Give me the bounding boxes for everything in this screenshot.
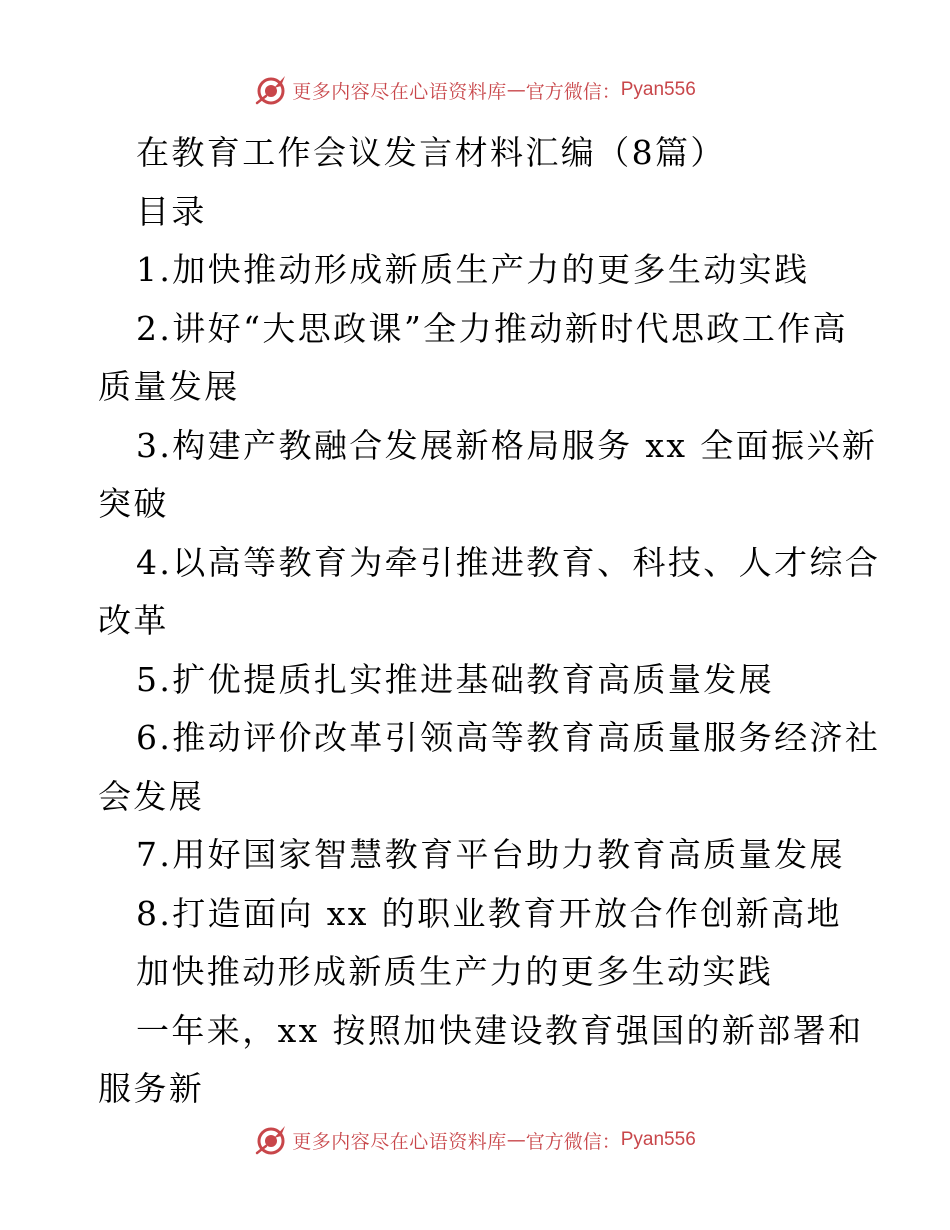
toc-item-text: 2.讲好“大思政课”全力推动新时代思政工作高 xyxy=(136,308,849,348)
body-line-continuation: 服务新 xyxy=(98,1069,205,1108)
toc-item-2 xyxy=(98,300,858,417)
quill-logo-icon xyxy=(254,73,288,107)
watermark-label: 官方微信： xyxy=(525,80,621,103)
toc-item-text: 1.加快推动形成新质生产力的更多生动实践 xyxy=(136,250,810,289)
header-watermark xyxy=(0,72,950,108)
watermark-dash: — xyxy=(506,1129,526,1151)
toc-list xyxy=(98,241,881,943)
toc-item-4 xyxy=(98,534,881,651)
toc-item-text: 6.推动评价改革引领高等教育高质量服务经济社 xyxy=(136,718,881,757)
toc-item-text: 5.扩优提质扎实推进基础教育高质量发展 xyxy=(136,659,775,699)
watermark-text: 更多内容尽在心语资料库 xyxy=(292,1130,507,1153)
toc-item-3 xyxy=(98,417,878,534)
toc-item-text: 3.构建产教融合发展新格局服务 xx 全面振兴新 xyxy=(136,425,878,465)
toc-item-5 xyxy=(98,651,858,710)
body-paragraph xyxy=(98,1002,864,1119)
quill-logo-icon xyxy=(254,1123,288,1157)
body-line: 一年来，xx 按照加快建设教育强国的新部署和 xyxy=(136,1010,864,1050)
toc-item-continuation: 突破 xyxy=(98,484,169,523)
document-body xyxy=(98,124,881,1119)
footer-watermark xyxy=(0,1122,950,1158)
watermark-wechat-id: Pyan556 xyxy=(620,79,696,100)
watermark-dash: — xyxy=(506,79,526,101)
toc-heading: 目录 xyxy=(136,191,207,231)
toc-item-continuation: 会发展 xyxy=(98,776,205,816)
toc-item-text: 7.用好国家智慧教育平台助力教育高质量发展 xyxy=(136,835,845,874)
toc-item-7 xyxy=(98,826,858,885)
watermark-text: 更多内容尽在心语资料库 xyxy=(292,80,507,103)
toc-item-6 xyxy=(98,709,881,826)
toc-item-continuation: 改革 xyxy=(98,601,169,640)
toc-item-8 xyxy=(98,885,858,944)
toc-item-text: 4.以高等教育为牵引推进教育、科技、人才综合 xyxy=(136,542,881,582)
toc-item-text: 8.打造面向 xx 的职业教育开放合作创新高地 xyxy=(136,893,842,933)
watermark-wechat-id: Pyan556 xyxy=(620,1129,696,1150)
document-title: 在教育工作会议发言材料汇编（8篇） xyxy=(136,133,726,172)
toc-item-1 xyxy=(98,241,858,300)
toc-item-continuation: 质量发展 xyxy=(98,367,240,406)
watermark-label: 官方微信： xyxy=(525,1130,621,1153)
section-title: 加快推动形成新质生产力的更多生动实践 xyxy=(136,952,774,991)
